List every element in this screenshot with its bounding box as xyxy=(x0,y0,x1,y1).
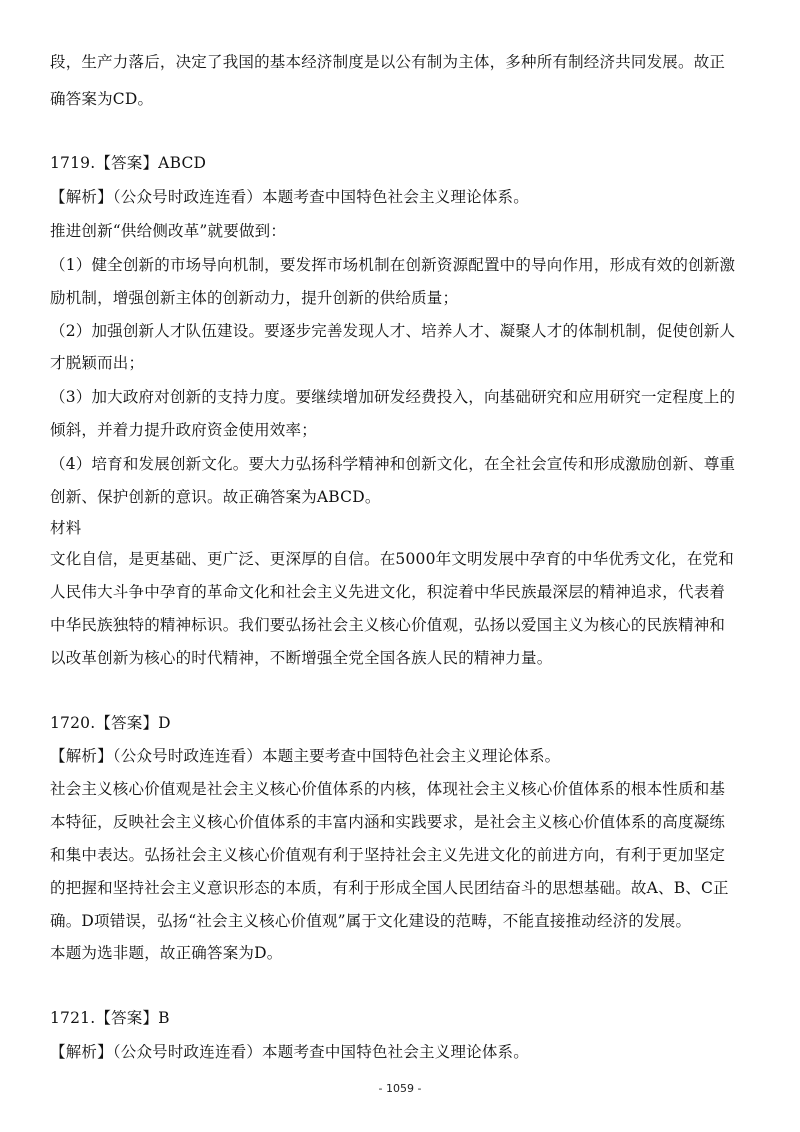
text-line: 励机制，增强创新主体的创新动力，提升创新的供给质量； xyxy=(50,289,459,307)
text-line: 段，生产力落后，决定了我国的基本经济制度是以公有制为主体，多种所有制经济共同发展。故正 xyxy=(50,53,726,71)
page-number: - 1059 - xyxy=(378,1082,422,1095)
material-heading: 材料 xyxy=(50,519,82,537)
text-line: 人民伟大斗争中孕育的革命文化和社会主义先进文化，积淀着中华民族最深层的精神追求，代表着 xyxy=(50,583,726,601)
analysis-line: 【解析】（公众号时政连连看）本题考查中国特色社会主义理论体系。 xyxy=(50,1043,529,1061)
text-line: 本题为选非题，故正确答案为D。 xyxy=(50,944,283,962)
text-line: 中华民族独特的精神标识。我们要弘扬社会主义核心价值观，弘扬以爱国主义为核心的民族精神和 xyxy=(50,616,726,634)
text-line: 确。D项错误，弘扬“社会主义核心价值观”属于文化建设的范畴，不能直接推动经济的发展。 xyxy=(50,912,692,930)
answer-heading: 1720.【答案】D xyxy=(50,714,171,732)
text-line: 社会主义核心价值观是社会主义核心价值体系的内核，体现社会主义核心价值体系的根本性质和基 xyxy=(50,780,726,798)
analysis-line: 【解析】（公众号时政连连看）本题考查中国特色社会主义理论体系。 xyxy=(50,188,529,206)
text-line: 和集中表达。弘扬社会主义核心价值观有利于坚持社会主义先进文化的前进方向，有利于更加坚定 xyxy=(50,846,726,864)
text-line: （4）培育和发展创新文化。要大力弘扬科学精神和创新文化，在全社会宣传和形成激励创新、尊重 xyxy=(50,455,736,473)
answer-heading: 1719.【答案】ABCD xyxy=(50,154,207,172)
analysis-line: 【解析】（公众号时政连连看）本题主要考查中国特色社会主义理论体系。 xyxy=(50,747,561,765)
text-line: （2）加强创新人才队伍建设。要逐步完善发现人才、培养人才、凝聚人才的体制机制，促使创新人 xyxy=(50,322,736,340)
text-line: 本特征，反映社会主义核心价值体系的丰富内涵和实践要求，是社会主义核心价值体系的高度凝练 xyxy=(50,813,726,831)
text-line: 倾斜，并着力提升政府资金使用效率； xyxy=(50,421,317,439)
text-line: 文化自信，是更基础、更广泛、更深厚的自信。在5000年文明发展中孕育的中华优秀文化，在党和 xyxy=(50,550,734,568)
answer-heading: 1721.【答案】B xyxy=(50,1009,170,1027)
text-line: 才脱颖而出； xyxy=(50,354,145,372)
text-line: 创新、保护创新的意识。故正确答案为ABCD。 xyxy=(50,488,381,506)
text-line: 推进创新“供给侧改革”就要做到： xyxy=(50,222,287,240)
text-line: 确答案为CD。 xyxy=(50,90,154,108)
text-line: （3）加大政府对创新的支持力度。要继续增加研发经费投入，向基础研究和应用研究一定程度上的 xyxy=(50,388,736,406)
text-line: 的把握和坚持社会主义意识形态的本质，有利于形成全国人民团结奋斗的思想基础。故A、B、C正 xyxy=(50,879,729,897)
text-line: （1）健全创新的市场导向机制，要发挥市场机制在创新资源配置中的导向作用，形成有效的创新激 xyxy=(50,256,736,274)
text-line: 以改革创新为核心的时代精神，不断增强全党全国各族人民的精神力量。 xyxy=(50,649,553,667)
